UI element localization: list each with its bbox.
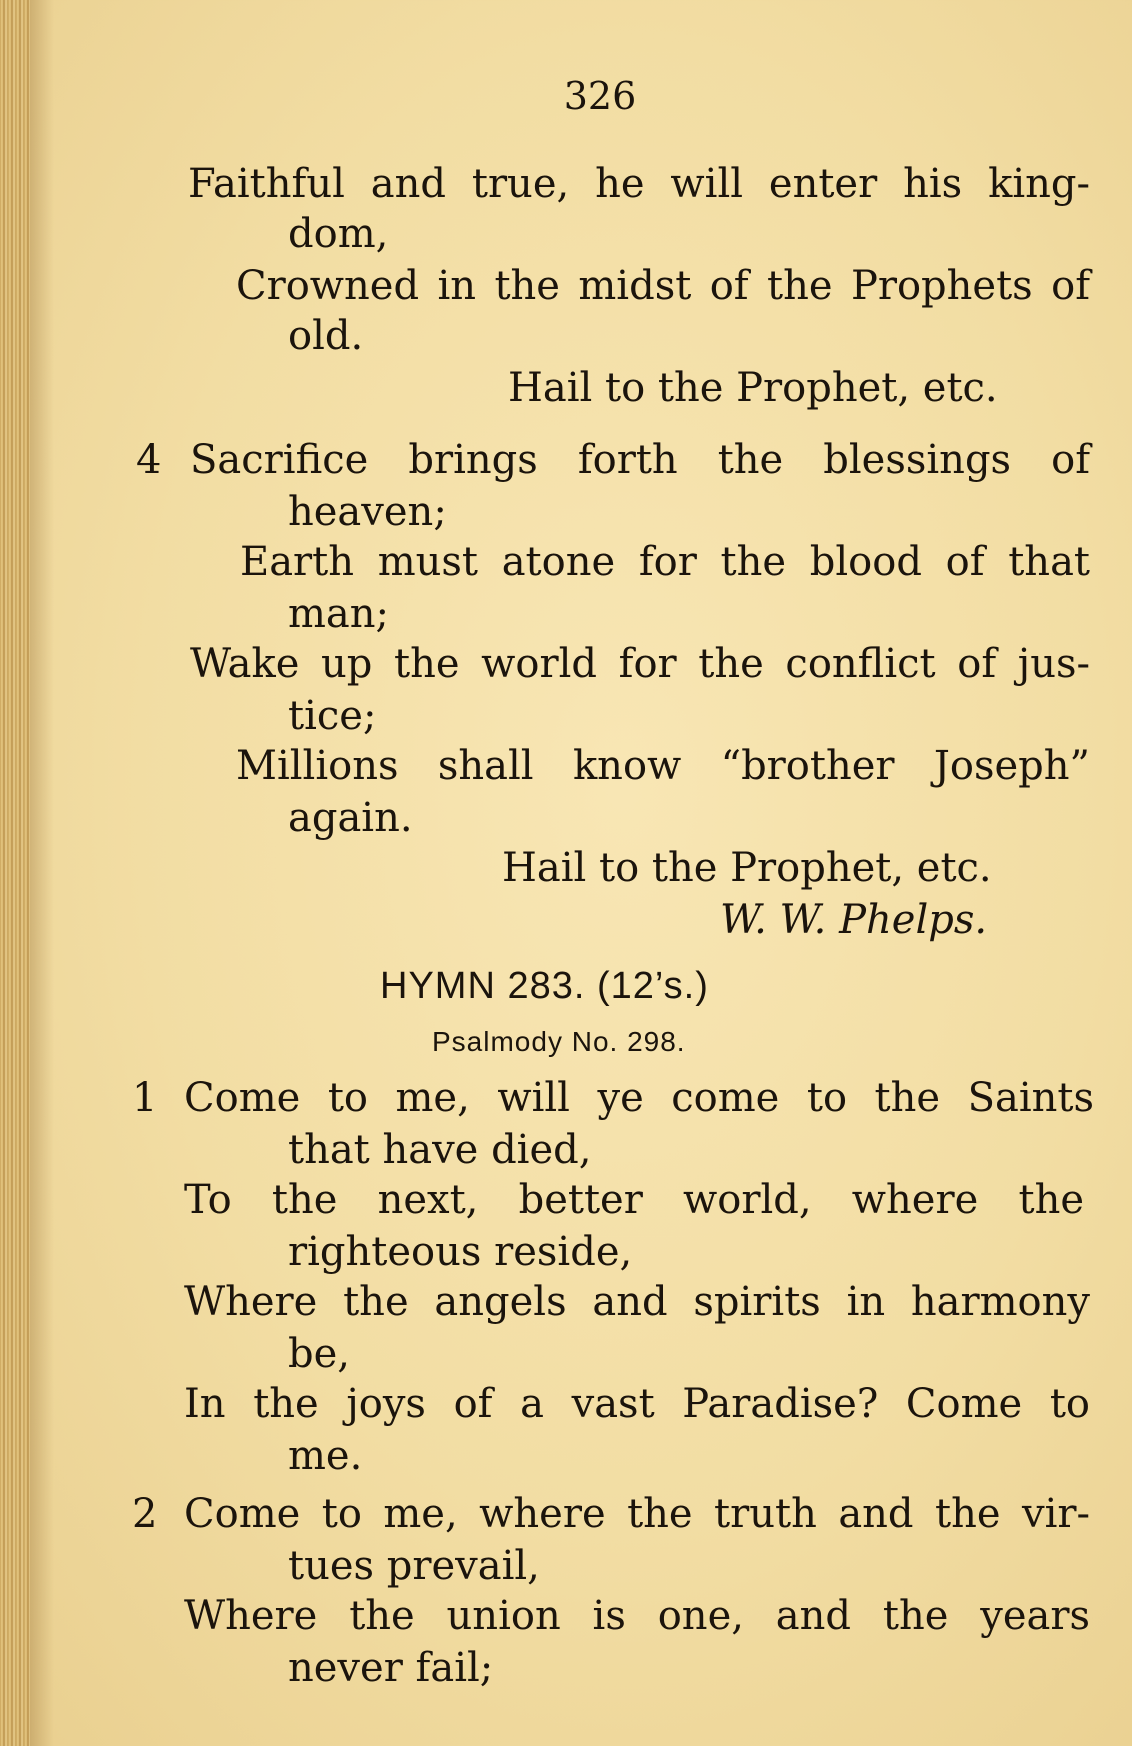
verse-line: Come to me, where the truth and the vir- (184, 1491, 1090, 1537)
page-number: 326 (563, 74, 637, 118)
verse-line: never fail; (288, 1645, 494, 1691)
verse-line: Sacrifice brings forth the blessings of (190, 437, 1090, 483)
stanza-line: Crowned in the midst of the Prophets of (236, 263, 1090, 309)
verse-line: Come to me, will ye come to the Saints (184, 1075, 1094, 1121)
gutter-shadow (30, 0, 54, 1746)
verse-line: Where the union is one, and the years (184, 1593, 1090, 1639)
stanza-line: dom, (288, 211, 389, 257)
verse-line: that have died, (288, 1127, 592, 1173)
tune-reference: Psalmody No. 298. (432, 1026, 686, 1057)
author-attribution: W. W. Phelps. (720, 897, 988, 943)
verse-line: Where the angels and spirits in harmony (184, 1279, 1090, 1325)
verse-line: Millions shall know “brother Joseph” (236, 743, 1090, 789)
refrain-line: Hail to the Prophet, etc. (502, 845, 992, 891)
verse-line: again. (288, 795, 413, 841)
stanza-line: old. (288, 313, 364, 359)
verse-line: man; (288, 591, 390, 637)
verse-line: Earth must atone for the blood of that (240, 539, 1090, 585)
verse-number: 1 (132, 1075, 158, 1121)
verse-number: 2 (132, 1491, 158, 1537)
verse-line: heaven; (288, 489, 447, 535)
verse-line: tice; (288, 693, 377, 739)
verse-line: Wake up the world for the conflict of jus- (190, 641, 1090, 687)
verse-line: righteous reside, (288, 1229, 633, 1275)
book-binding-edge (0, 0, 30, 1746)
verse-number: 4 (136, 437, 162, 483)
verse-line: To the next, better world, where the (184, 1177, 1084, 1223)
stanza-line: Faithful and true, he will enter his king- (188, 161, 1090, 207)
verse-line: tues prevail, (288, 1543, 540, 1589)
verse-line: In the joys of a vast Paradise? Come to (184, 1381, 1090, 1427)
hymn-title: HYMN 283. (12’s.) (380, 965, 709, 1007)
refrain-line: Hail to the Prophet, etc. (508, 365, 998, 411)
verse-line: be, (288, 1331, 350, 1377)
verse-line: me. (288, 1433, 363, 1479)
